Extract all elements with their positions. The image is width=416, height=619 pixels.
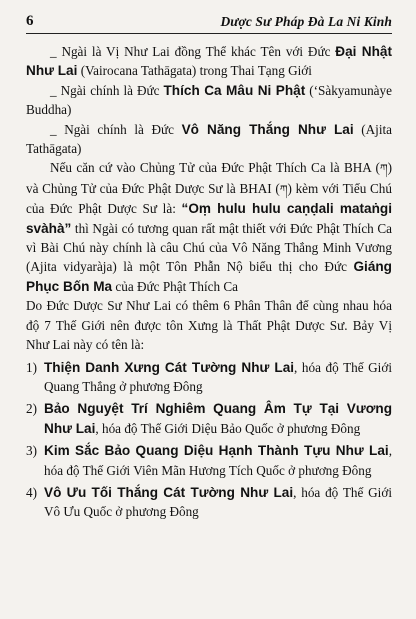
paragraph-2: _ Ngài chính là Đức Thích Ca Mâu Ni Phật (‘Sàkyamunàye Buddha) — [26, 82, 392, 118]
paragraph-5: Do Đức Dược Sư Như Lai có thêm 6 Phân Thân để cùng nhau hóa độ 7 Thế Giới nên được tôn Xưng là Thất Phật Dược Sư. Bảy Vị Như Lai này có tên là: — [26, 298, 392, 353]
running-title: Dược Sư Pháp Đà La Ni Kinh — [220, 14, 392, 29]
paragraph-4: Nếu căn cứ vào Chủng Tử của Đức Phật Thích Ca là BHA (ཀ) và Chủng Tử của Đức Phật Dược Sư là BHAI (ཀ) kèm với Tiểu Chú của Đức Phật Dược Sư là: “Oṃ hulu hulu caṇḍali mataṅgi svàhà” thì Ngài có tương quan rất mật thiết với Đức Phật Thích Ca vì Bài Chú này chính là câu Chú của Vô Năng Thắng Minh Vương (Ajita vidyaràja) là một Tôn Phẫn Nộ biểu thị cho Đức Giáng Phục Bốn Ma của Đức Phật Thích Ca — [26, 160, 392, 294]
bold-term: Thích Ca Mâu Ni Phật — [163, 82, 306, 98]
buddha-list — [26, 358, 392, 522]
buddha-name: Vô Ưu Tối Thắng Cát Tường Như Lai — [44, 484, 294, 500]
list-item: 1) Thiện Danh Xưng Cát Tường Như Lai, hóa độ Thế Giới Quang Thắng ở phương Đông — [26, 359, 392, 394]
paragraph-1: _ Ngài là Vị Như Lai đồng Thể khác Tên với Đức Đại Nhật Như Lai (Vairocana Tathāgata) trong Thai Tạng Giới — [26, 44, 392, 79]
bold-term: Vô Năng Thắng Như Lai — [181, 121, 354, 137]
paragraph-3: _ Ngài chính là Đức Vô Năng Thắng Như Lai (Ajita Tathāgata) — [26, 121, 393, 157]
siddham-seed-syllable: ཀ — [279, 182, 288, 196]
list-item: 3) Kim Sắc Bảo Quang Diệu Hạnh Thành Tựu Như Lai, hóa độ Thế Giới Viên Mãn Hương Tích Quốc ở phương Đông — [26, 443, 392, 478]
buddha-name: Thiện Danh Xưng Cát Tường Như Lai — [44, 359, 295, 375]
bold-term: Giáng Phục Bốn Ma — [26, 259, 392, 294]
list-item: 4) Vô Ưu Tối Thắng Cát Tường Như Lai, hóa độ Thế Giới Vô Ưu Quốc ở phương Đông — [26, 484, 392, 520]
page-header — [26, 0, 392, 34]
buddha-name: Bảo Nguyệt Trí Nghiêm Quang Âm Tự Tại Vương Như Lai — [44, 401, 392, 436]
list-item: 2) Bảo Nguyệt Trí Nghiêm Quang Âm Tự Tại Vương Như Lai, hóa độ Thế Giới Diệu Bảo Quốc ở phương Đông — [26, 401, 392, 436]
siddham-seed-syllable: ཀ — [379, 162, 388, 176]
page-number: 6 — [26, 13, 34, 29]
buddha-name: Kim Sắc Bảo Quang Diệu Hạnh Thành Tựu Như Lai — [44, 443, 389, 459]
mantra-text: “Oṃ hulu hulu caṇḍali mataṅgi svàhà” — [26, 201, 392, 236]
bold-term: Đại Nhật Như Lai — [26, 44, 392, 79]
page-body — [26, 34, 392, 522]
